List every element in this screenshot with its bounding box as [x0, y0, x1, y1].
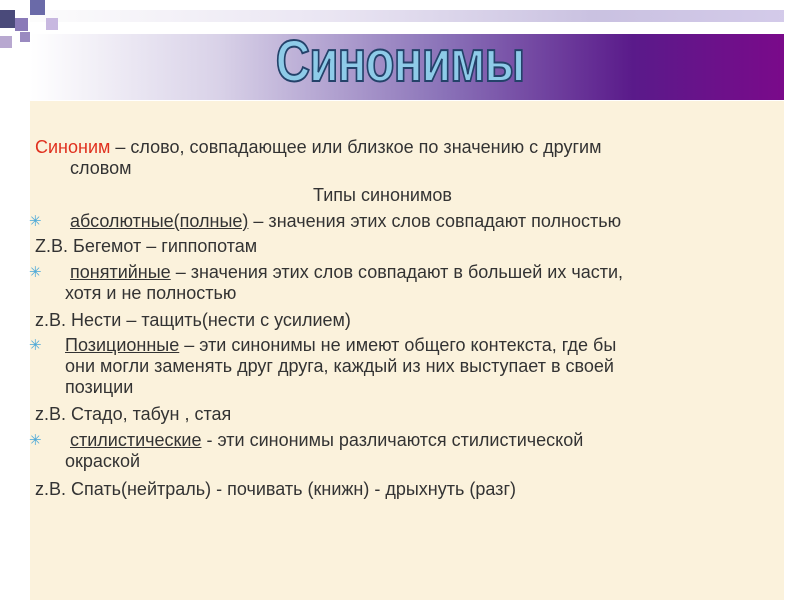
- type-desc-line-2: они могли заменять друг друга, каждый из них выступает в своей: [65, 356, 614, 376]
- slide-title: Синонимы: [275, 29, 525, 94]
- asterisk-icon: ✳: [29, 264, 42, 281]
- corner-square: [15, 18, 28, 31]
- type-term: Позиционные: [65, 335, 180, 355]
- asterisk-icon: ✳: [29, 213, 42, 230]
- type-desc: – значения этих слов совпадают в большей их части,: [170, 262, 624, 282]
- type-desc: – значения этих слов совпадают полностью: [248, 211, 622, 231]
- example-line: Z.В. Бегемот – гиппопотам: [35, 236, 258, 256]
- corner-square: [0, 10, 15, 28]
- type-desc-line-2: окраской: [65, 451, 141, 471]
- header-decor-strip: [30, 10, 784, 22]
- corner-square: [20, 32, 30, 42]
- asterisk-icon: ✳: [29, 337, 42, 354]
- type-item: [70, 211, 621, 231]
- definition-line: [35, 137, 601, 157]
- type-term: стилистические: [70, 430, 202, 450]
- type-term: абсолютные(полные): [70, 211, 249, 231]
- corner-square: [46, 18, 58, 30]
- type-item: [65, 335, 616, 355]
- types-heading: Типы синонимов: [313, 185, 452, 205]
- corner-square: [30, 0, 45, 15]
- definition-line-2: словом: [70, 158, 132, 178]
- type-item: [70, 262, 623, 282]
- example-line: z.В. Стадо, табун , стая: [35, 404, 232, 424]
- asterisk-icon: ✳: [29, 432, 42, 449]
- type-desc: – эти синонимы не имеют общего контекста, где бы: [179, 335, 617, 355]
- example-line: z.В. Нести – тащить(нести с усилием): [35, 310, 351, 330]
- type-item: [70, 430, 583, 450]
- type-desc: - эти синонимы различаются стилистической: [201, 430, 584, 450]
- definition-term: Синоним: [35, 137, 111, 157]
- type-desc-line-3: позиции: [65, 377, 134, 397]
- example-line: z.В. Спать(нейтраль) - почивать (книжн) - дрыхнуть (разг): [35, 479, 516, 499]
- type-term: понятийные: [70, 262, 171, 282]
- type-desc-line-2: хотя и не полностью: [65, 283, 237, 303]
- definition-text: – слово, совпадающее или близкое по значению с другим: [110, 137, 602, 157]
- corner-square: [0, 36, 12, 48]
